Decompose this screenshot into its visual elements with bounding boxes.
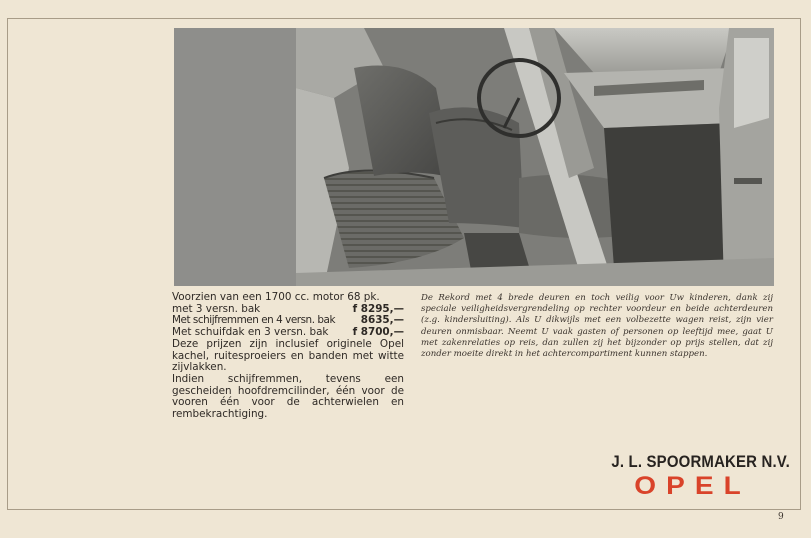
specs-block <box>172 292 404 421</box>
price-row-label: met 3 versn. bak <box>172 302 261 315</box>
price-row-value: f 8700,— <box>352 326 404 339</box>
dealer-block <box>601 452 790 500</box>
opel-logo-text: OPEL <box>634 472 751 500</box>
car-interior-photo <box>174 28 774 286</box>
car-interior-illustration <box>174 28 774 286</box>
page-number: 9 <box>778 512 784 522</box>
price-row-label: Met schuifdak en 3 versn. bak <box>172 326 329 339</box>
price-row-label: Met schijfremmen en 4 versn. bak <box>172 314 336 327</box>
inclusive-note: Deze prijzen zijn inclusief originele Opel kachel, ruitesproeiers en banden met witte zijvlakken. <box>172 337 404 374</box>
price-row-value: 8635,— <box>360 314 404 327</box>
dealer-name: J. L. SPOORMAKER N.V. <box>611 452 790 471</box>
brakes-note: Indien schijfremmen, tevens een gescheiden hoofdremcilinder, één voor de vooren één voor de achterwielen en rembekrachtiging. <box>172 372 404 421</box>
engine-line: Voorzien van een 1700 cc. motor 68 pk. <box>172 291 380 303</box>
price-row-value: f 8295,— <box>352 302 404 315</box>
description-text: De Rekord met 4 brede deuren en toch veilig voor Uw kinderen, dank zij speciale veiligheidsvergrendeling op rechter voordeur en beide achterdeuren (z.g. kindersluiting). Als U dikwijls met een volbezette wagen reist, zijn vier deuren onmisbaar. Neemt U vaak gasten of personen op leeftijd mee, gaat U met zakenrelaties op reis, dan zullen zij het bijzonder op prijs stellen, dat zij zonder moeite direkt in het achtercompartiment kunnen stappen. <box>421 293 773 360</box>
